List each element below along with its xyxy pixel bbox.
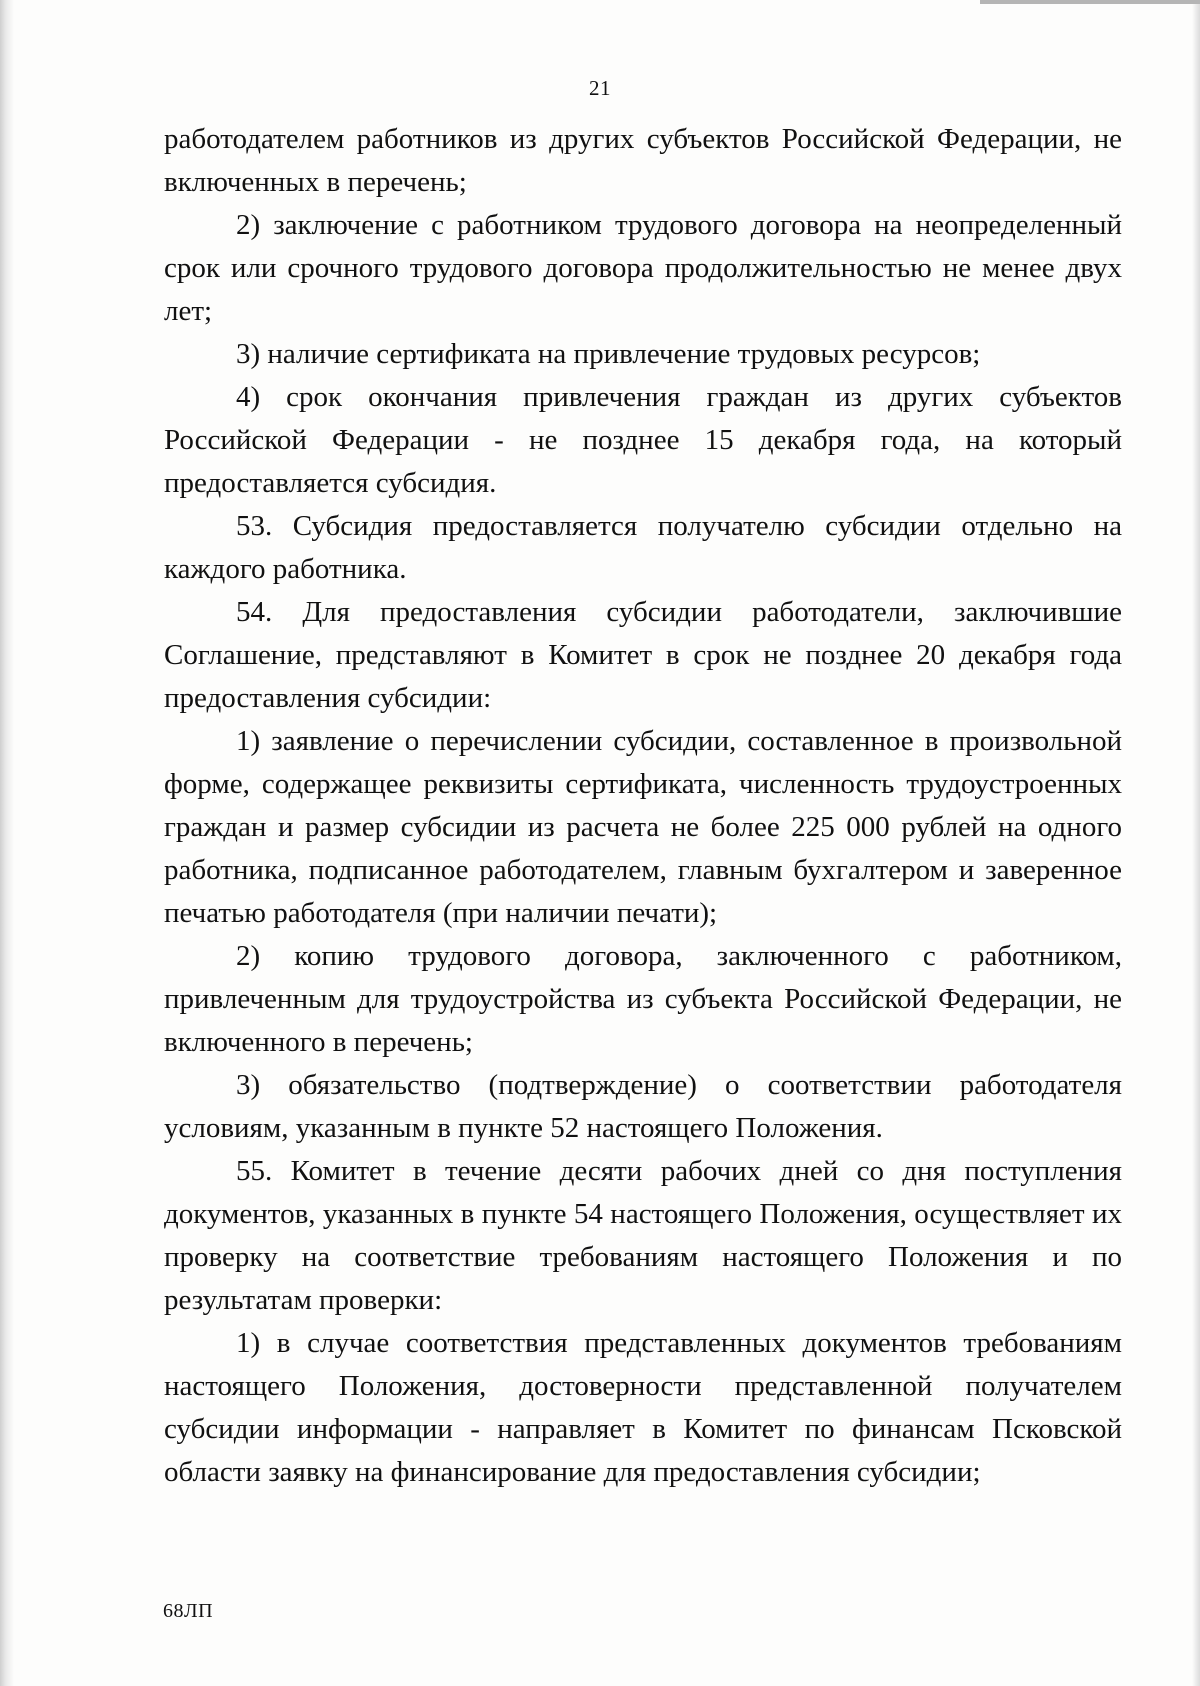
paragraph-clause-53: 53. Субсидия предоставляется получателю субсидии отдельно на каждого работника. — [164, 510, 1122, 585]
paragraph-clause-54: 54. Для предоставления субсидии работодатели, заключившие Соглашение, представляют в Комитет в срок не позднее 20 декабря года предоставления субсидии: — [164, 596, 1122, 714]
scan-edge-top — [980, 0, 1200, 4]
document-body — [164, 118, 1122, 1494]
scan-edge-right — [1192, 0, 1200, 1686]
paragraph-clause-54-item-3: 3) обязательство (подтверждение) о соответствии работодателя условиям, указанным в пункте 52 настоящего Положения. — [164, 1069, 1122, 1144]
document-code: 68ЛП — [163, 1600, 214, 1622]
page-number: 21 — [589, 76, 611, 100]
paragraph-clause-55: 55. Комитет в течение десяти рабочих дней со дня поступления документов, указанных в пункте 54 настоящего Положения, осуществляет их проверку на соответствие требованиям настоящего Положения и по результатам проверки: — [164, 1155, 1122, 1316]
paragraph-item-2: 2) заключение с работником трудового договора на неопределенный срок или срочного трудового договора продолжительностью не менее двух лет; — [164, 209, 1122, 327]
paragraph-clause-55-item-1: 1) в случае соответствия представленных документов требованиям настоящего Положения, достоверности представленной получателем субсидии информации - направляет в Комитет по финансам Псковской области заявку на финансирование для предоставления субсидии; — [164, 1327, 1122, 1488]
paragraph-item-3: 3) наличие сертификата на привлечение трудовых ресурсов; — [236, 338, 981, 370]
paragraph-clause-54-item-2: 2) копию трудового договора, заключенного с работником, привлеченным для трудоустройства из субъекта Российской Федерации, не включенного в перечень; — [164, 940, 1122, 1058]
paragraph-item-4: 4) срок окончания привлечения граждан из других субъектов Российской Федерации - не позднее 15 декабря года, на который предоставляется субсидия. — [164, 381, 1122, 499]
paragraph-clause-54-item-1: 1) заявление о перечислении субсидии, составленное в произвольной форме, содержащее реквизиты сертификата, численность трудоустроенных граждан и размер субсидии из расчета не более 225 000 рублей на одного работника, подписанное работодателем, главным бухгалтером и заверенное печатью работодателя (при наличии печати); — [164, 725, 1122, 929]
scan-edge-left — [0, 0, 14, 1686]
paragraph-continuation: работодателем работников из других субъектов Российской Федерации, не включенных в перечень; — [164, 123, 1122, 198]
